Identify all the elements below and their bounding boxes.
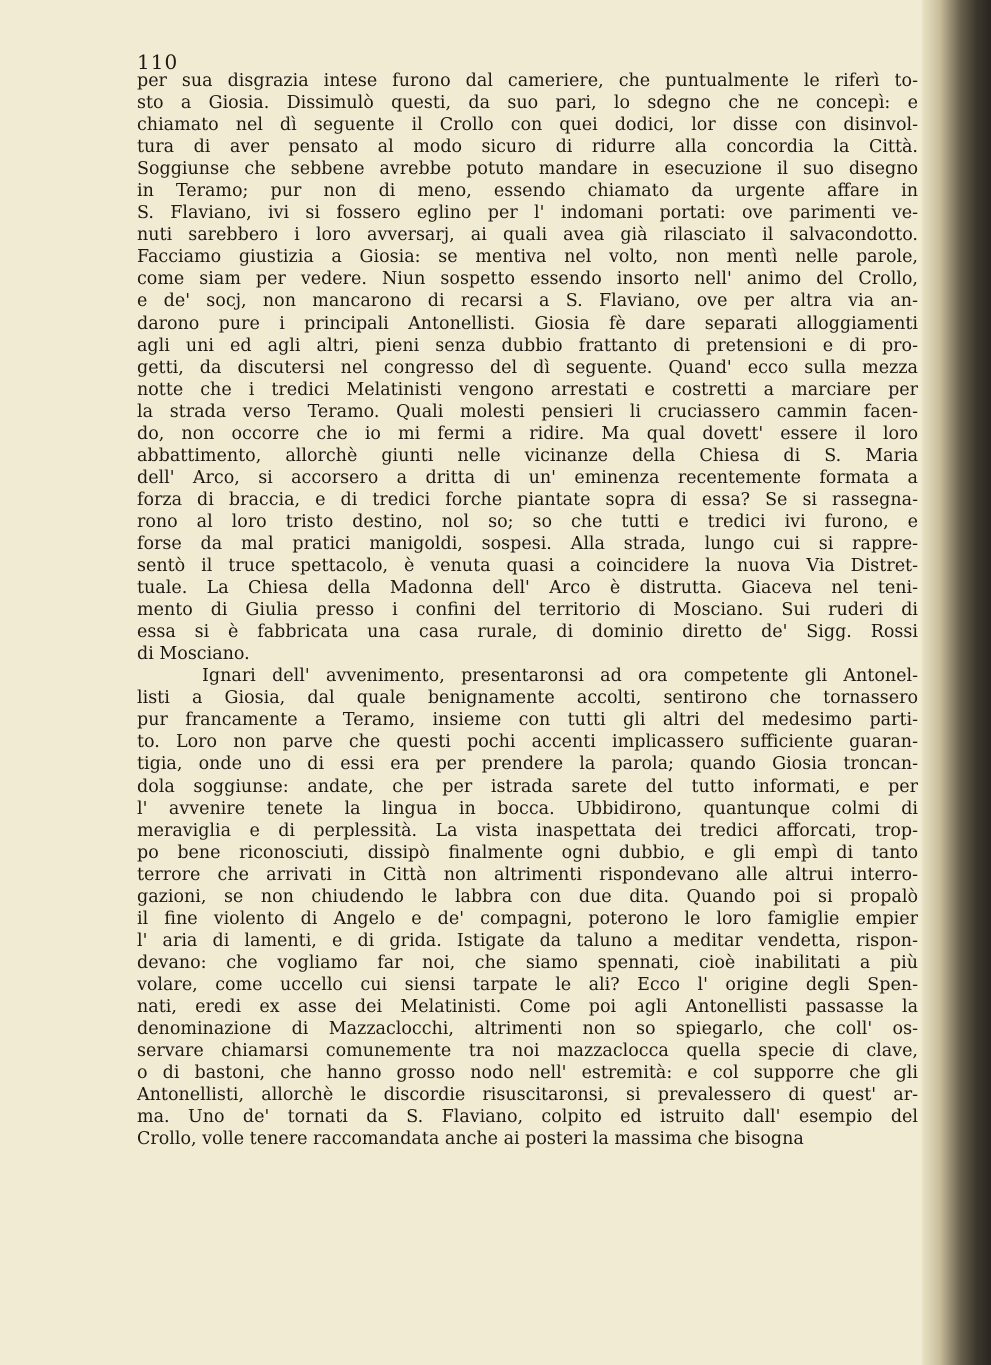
page-text <box>137 70 918 1150</box>
text-line: getti, da discutersi nel congresso del dì seguente. Quand' ecco sulla mezza <box>137 357 918 378</box>
text-line: Crollo, volle tenere raccomandata anche ai posteri la massima che bisogna <box>137 1129 804 1150</box>
page-number: 110 <box>137 50 179 74</box>
text-line: sto a Giosia. Dissimulò questi, da suo pari, lo sdegno che ne concepì: e <box>137 93 918 114</box>
text-line: po bene riconosciuti, dissipò finalmente ogni dubbio, e gli empì di tanto <box>137 842 918 863</box>
text-line: o di bastoni, che hanno grosso nodo nell' estremità: e col supporre che gli <box>137 1063 918 1084</box>
text-line: notte che i tredici Melatinisti vengono arrestati e costretti a marciare per <box>137 379 918 400</box>
text-line: gazioni, se non chiudendo le labbra con due dita. Quando poi si propalò <box>137 886 918 907</box>
text-line: do, non occorre che io mi fermi a ridire. Ma qual dovett' essere il loro <box>137 423 918 444</box>
text-line: tigia, onde uno di essi era per prendere la parola; quando Giosia troncan- <box>137 754 918 775</box>
text-line: Ignari dell' avvenimento, presentaronsi ad ora competente gli Antonel- <box>202 666 918 687</box>
paragraph <box>137 665 918 1150</box>
text-line: listi a Giosia, dal quale benignamente accolti, sentirono che tornassero <box>137 688 918 709</box>
text-line: nati, eredi ex asse dei Melatinisti. Come poi agli Antonellisti passasse la <box>137 996 918 1017</box>
text-line: ma. Uno de' tornati da S. Flaviano, colpito ed istruito dall' esempio del <box>137 1107 918 1128</box>
text-line: darono pure i principali Antonellisti. Giosia fè dare separati alloggiamenti <box>137 313 918 334</box>
text-line: tura di aver pensato al modo sicuro di ridurre alla concordia la Città. <box>137 137 918 158</box>
text-line: agli uni ed agli altri, pieni senza dubbio frattanto di pretensioni e di pro- <box>137 335 918 356</box>
text-line: in Teramo; pur non di meno, essendo chiamato da urgente affare in <box>137 181 918 202</box>
text-line: come siam per vedere. Niun sospetto essendo insorto nell' animo del Crollo, <box>137 269 918 290</box>
text-line: meraviglia e di perplessità. La vista inaspettata dei tredici afforcati, trop- <box>137 820 918 841</box>
text-line: terrore che arrivati in Città non altrimenti rispondevano alle altrui interro- <box>137 864 918 885</box>
text-line: rono al loro tristo destino, nol so; so che tutti e tredici ivi furono, e <box>137 511 918 532</box>
text-line: forza di braccia, e di tredici forche piantate sopra di essa? Se si rassegna- <box>137 489 918 510</box>
text-line: nuti sarebbero i loro avversarj, ai quali avea già rilasciato il salvacondotto. <box>137 225 918 246</box>
text-line: denominazione di Mazzaclocchi, altrimenti non so spiegarlo, che coll' os- <box>137 1019 918 1040</box>
text-line: di Mosciano. <box>137 644 250 665</box>
text-line: dola soggiunse: andate, che per istrada sarete del tutto informati, e per <box>137 776 918 797</box>
text-line: volare, come uccello cui siensi tarpate le ali? Ecco l' origine degli Spen- <box>137 974 918 995</box>
text-line: dell' Arco, si accorsero a dritta di un' eminenza recentemente formata a <box>137 467 918 488</box>
text-line: to. Loro non parve che questi pochi accenti implicassero sufficiente guaran- <box>137 732 918 753</box>
text-line: essa si è fabbricata una casa rurale, di dominio diretto de' Sigg. Rossi <box>137 622 918 643</box>
text-line: la strada verso Teramo. Quali molesti pensieri li cruciassero cammin facen- <box>137 401 918 422</box>
text-line: servare chiamarsi comunemente tra noi mazzaclocca quella specie di clave, <box>137 1041 918 1062</box>
text-line: Soggiunse che sebbene avrebbe potuto mandare in esecuzione il suo disegno <box>137 159 918 180</box>
text-line: devano: che vogliamo far noi, che siamo spennati, cioè inabilitati a più <box>137 952 918 973</box>
book-spine-shadow <box>922 0 991 1365</box>
paragraph <box>137 70 918 665</box>
text-line: per sua disgrazia intese furono dal cameriere, che puntualmente le riferì to- <box>137 71 918 91</box>
text-line: il fine violento di Angelo e de' compagni, poterono le loro famiglie empier <box>137 908 918 929</box>
text-line: abbattimento, allorchè giunti nelle vicinanze della Chiesa di S. Maria <box>137 445 918 466</box>
text-line: Facciamo giustizia a Giosia: se mentiva nel volto, non mentì nelle parole, <box>137 247 918 268</box>
text-line: pur francamente a Teramo, insieme con tutti gli altri del medesimo parti- <box>137 710 918 731</box>
text-line: Antonellisti, allorchè le discordie risuscitaronsi, si prevalessero di quest' ar- <box>137 1085 918 1106</box>
text-line: l' aria di lamenti, e di grida. Istigate da taluno a meditar vendetta, rispon- <box>137 930 918 951</box>
text-line: mento di Giulia presso i confini del territorio di Mosciano. Sui ruderi di <box>137 600 918 621</box>
text-line: forse da mal pratici manigoldi, sospesi. Alla strada, lungo cui si rappre- <box>137 533 918 554</box>
text-line: l' avvenire tenete la lingua in bocca. Ubbidirono, quantunque colmi di <box>137 798 918 819</box>
text-line: e de' socj, non mancarono di recarsi a S. Flaviano, ove per altra via an- <box>137 291 918 312</box>
text-line: chiamato nel dì seguente il Crollo con quei dodici, lor disse con disinvol- <box>137 115 918 136</box>
text-line: S. Flaviano, ivi si fossero eglino per l' indomani portati: ove parimenti ve- <box>137 203 918 224</box>
text-line: tuale. La Chiesa della Madonna dell' Arco è distrutta. Giaceva nel teni- <box>137 578 918 599</box>
text-line: sentò il truce spettacolo, è venuta quasi a coincidere la nuova Via Distret- <box>137 556 918 577</box>
